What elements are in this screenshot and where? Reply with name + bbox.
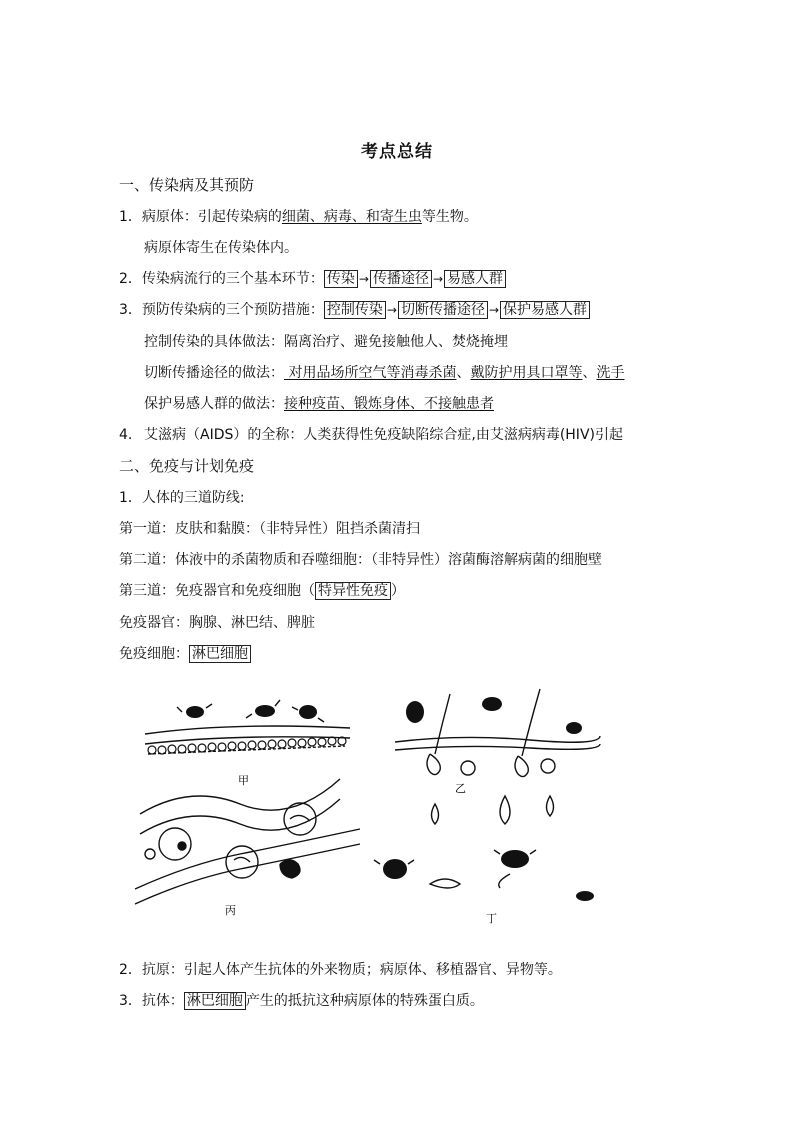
panel-lysozyme	[374, 850, 594, 901]
boxed-term-lymphocyte: 淋巴细胞	[184, 992, 246, 1010]
text: 切断传播途径的做法：	[144, 365, 284, 381]
page-title: 考点总结	[361, 142, 433, 162]
item-number: 4.	[119, 427, 133, 443]
item-number: 2．	[119, 271, 142, 287]
figure-label-d: 丁	[486, 912, 497, 925]
arrow-icon: →	[488, 303, 500, 317]
underlined-text: 对用品场所空气等消毒杀菌	[284, 365, 457, 381]
boxed-term-source: 传染	[324, 270, 358, 288]
text: 保护易感人群的做法：	[144, 396, 284, 412]
defense-line-1: 第一道：皮肤和黏膜：（非特异性）阻挡杀菌清扫	[119, 521, 420, 537]
boxed-term-specific-immunity: 特异性免疫	[315, 582, 391, 600]
text: 预防传染病的三个预防措施：	[141, 302, 324, 318]
arrow-icon: →	[432, 272, 444, 286]
item-number: 3．	[119, 302, 142, 318]
item-three-measures	[119, 301, 590, 319]
text: 产生的抵抗这种病原体的特殊蛋白质。	[245, 993, 484, 1009]
item-pathogen	[119, 208, 478, 226]
text: 第三道：免疫器官和免疫细胞（	[119, 583, 315, 599]
boxed-term-lymphocyte: 淋巴细胞	[189, 645, 251, 663]
underlined-text: 细菌、病毒、和寄生虫	[281, 209, 422, 225]
text: 传染病流行的三个基本环节：	[141, 271, 324, 287]
figure-label-c: 丙	[225, 904, 236, 917]
boxed-term-route: 传播途径	[370, 270, 432, 288]
item-aids	[119, 426, 623, 444]
immune-defense-illustration	[130, 684, 630, 929]
item-pathogen-note: 病原体寄生在传染体内。	[144, 240, 298, 256]
boxed-term-susceptible: 易感人群	[444, 270, 506, 288]
panel-phagocytes	[135, 779, 360, 904]
text: 、	[582, 365, 597, 381]
item-number: 1．	[119, 209, 142, 225]
antigen-definition: 2．抗原：引起人体产生抗体的外来物质；病原体、移植器官、异物等。	[119, 962, 562, 978]
panel-skin-secretion	[395, 689, 600, 824]
text: 等生物。	[421, 209, 478, 225]
text: 艾滋病（AIDS）的全称：人类获得性免疫缺陷综合症,由艾滋病病毒(HIV)引起	[144, 427, 623, 443]
text: 免疫细胞：	[119, 646, 189, 662]
panel-skin-barrier	[145, 700, 350, 754]
text: ）	[391, 583, 405, 599]
defense-line-2: 第二道：体液中的杀菌物质和吞噬细胞：（非特异性）溶菌酶溶解病菌的细胞壁	[119, 552, 602, 568]
item-three-defenses: 1．人体的三道防线:	[119, 490, 245, 506]
boxed-term-control: 控制传染	[324, 301, 386, 319]
boxed-term-cut-route: 切断传播途径	[398, 301, 488, 319]
antibody-definition	[119, 992, 484, 1010]
underlined-text: 接种疫苗、锻炼身体、不接触患者	[284, 396, 494, 412]
figure-label-a: 甲	[238, 774, 249, 787]
cut-route-method	[144, 364, 624, 382]
text: 、	[456, 365, 471, 381]
immune-organs: 免疫器官：胸腺、淋巴结、脾脏	[119, 615, 315, 631]
underlined-text: 洗手	[596, 365, 625, 381]
arrow-icon: →	[358, 272, 369, 286]
section-heading-immunity: 二、免疫与计划免疫	[119, 457, 255, 475]
section-heading-infectious-disease: 一、传染病及其预防	[119, 176, 255, 194]
figure-label-b: 乙	[455, 782, 466, 795]
protect-method	[144, 395, 494, 413]
underlined-text: 戴防护用具口罩等	[470, 365, 583, 381]
defense-line-3	[119, 582, 405, 600]
boxed-term-protect: 保护易感人群	[500, 301, 590, 319]
item-three-links	[119, 270, 506, 288]
immune-cells	[119, 645, 251, 663]
control-method: 控制传染的具体做法：隔离治疗、避免接触他人、焚烧掩埋	[144, 334, 508, 350]
text: 3．抗体：	[119, 993, 184, 1009]
arrow-icon: →	[386, 303, 397, 317]
text: 病原体：引起传染病的	[141, 209, 282, 225]
